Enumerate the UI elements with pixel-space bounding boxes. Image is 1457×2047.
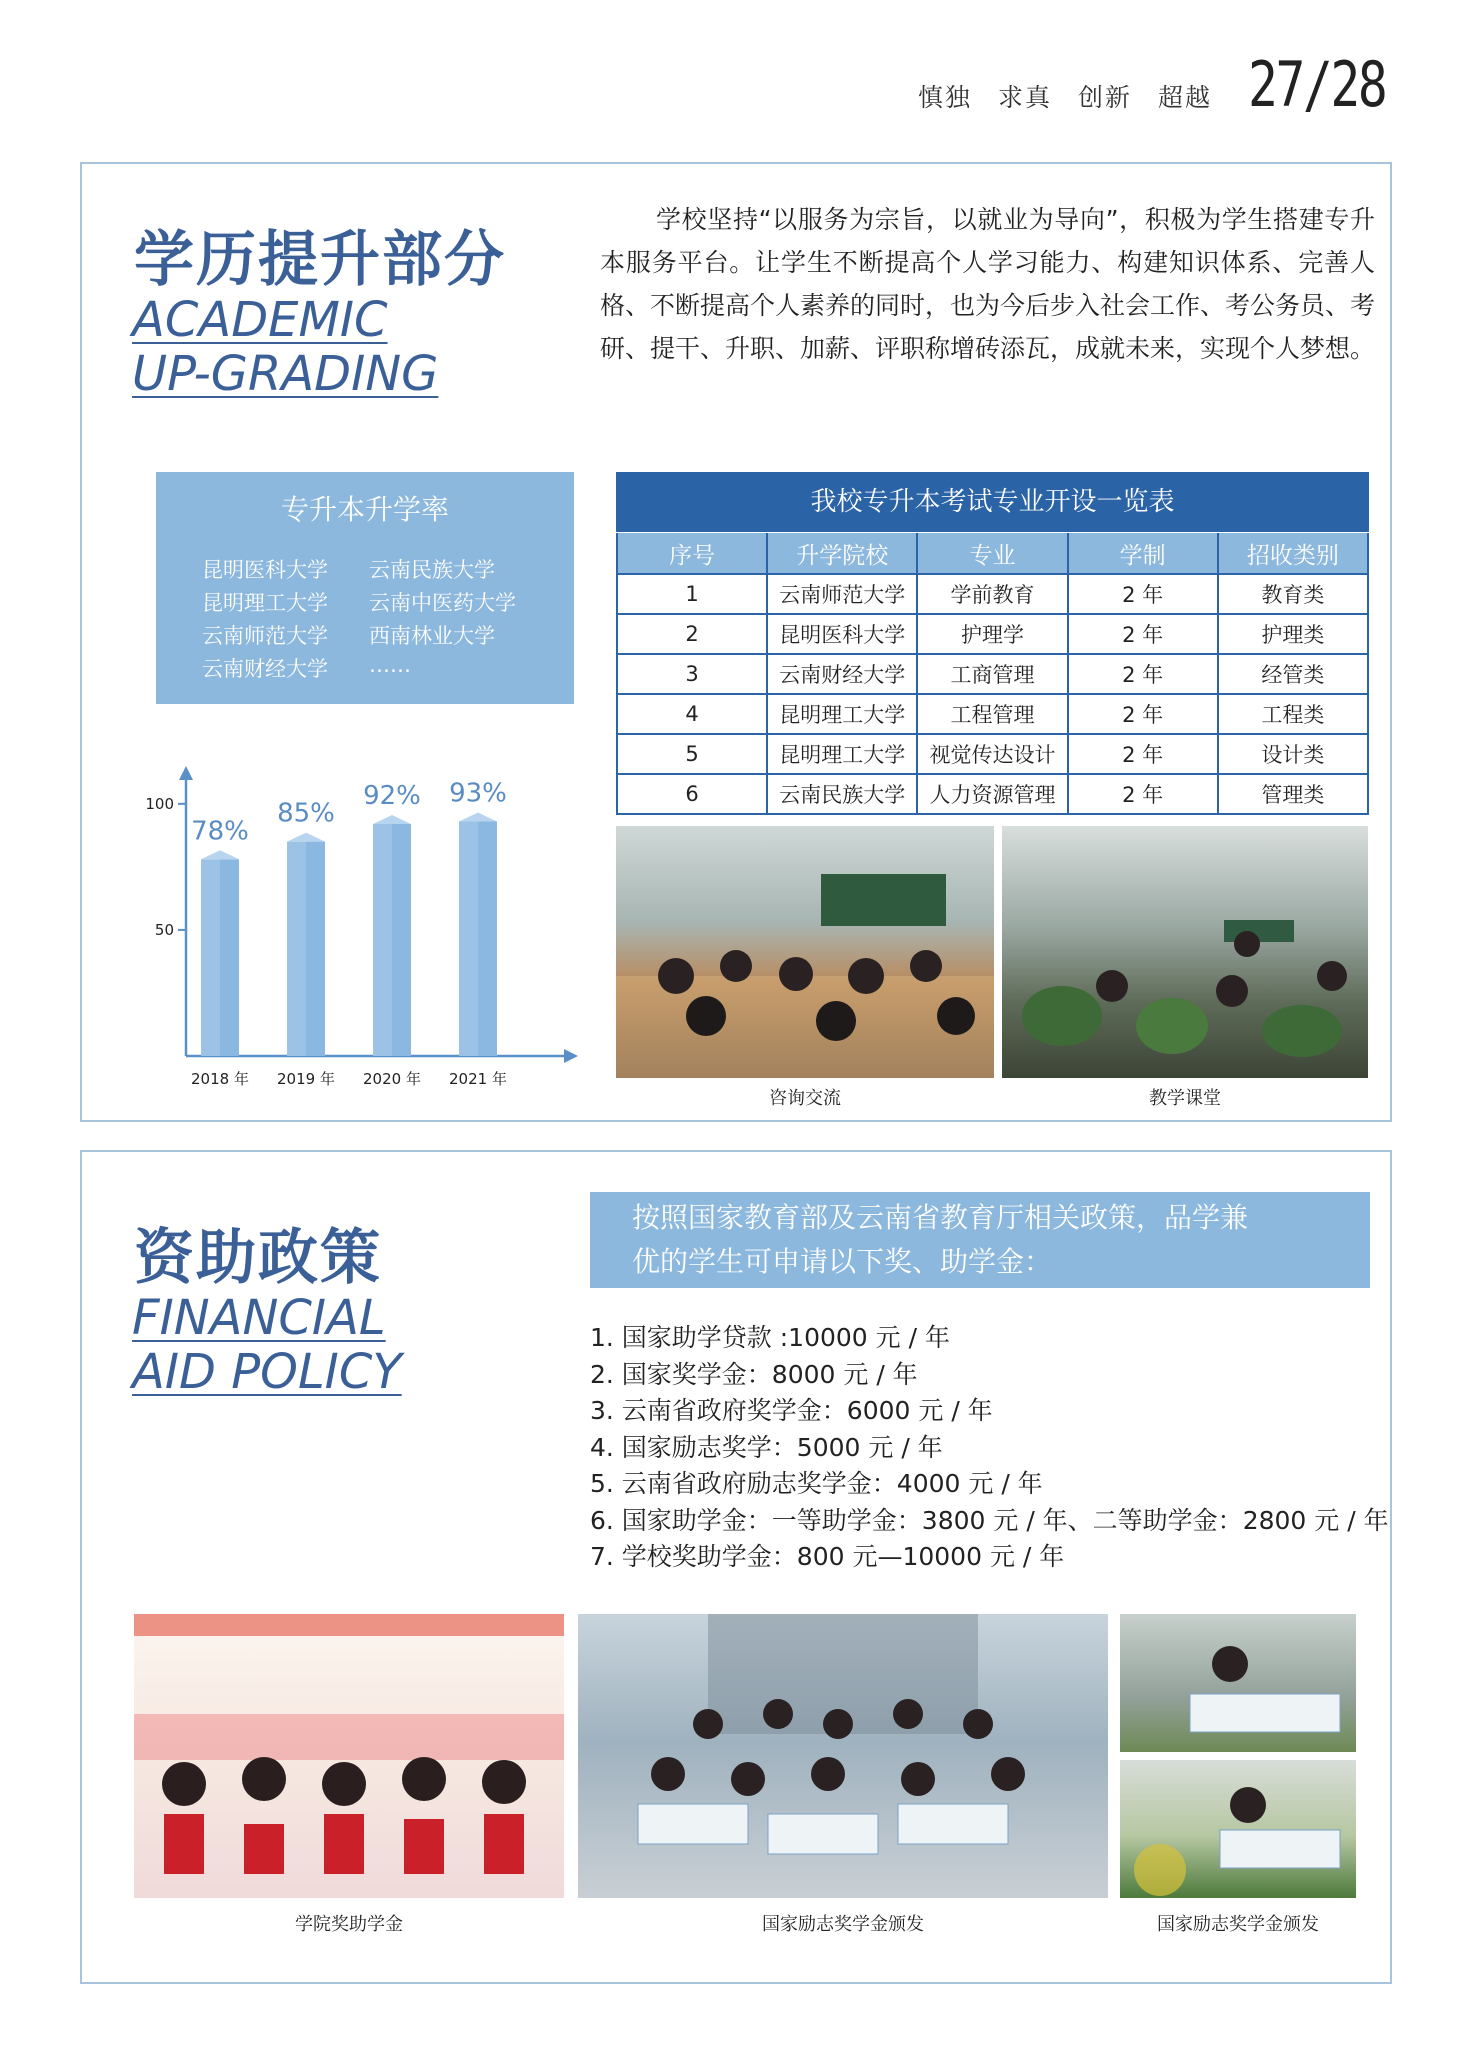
section-title-en-2: AID POLICY: [132, 1344, 402, 1400]
section-title-en-1: ACADEMIC: [132, 292, 388, 348]
table-cell: 护理类: [1218, 614, 1368, 654]
promotion-rate-chart: [138, 756, 588, 1096]
list-item: 4. 国家励志奖学：5000 元 / 年: [590, 1432, 943, 1462]
table-cell: 6: [617, 774, 767, 814]
motto-word: 慎独: [918, 83, 973, 112]
photo-caption: 教学课堂: [1149, 1088, 1221, 1109]
photo-caption: 国家励志奖学金颁发: [1157, 1914, 1319, 1935]
college-scholarship-photo: [134, 1614, 564, 1898]
column-header: 招收类别: [1218, 533, 1368, 574]
table-row: [617, 694, 1368, 734]
table-cell: 人力资源管理: [917, 774, 1067, 814]
university-name: 云南师范大学: [202, 624, 328, 648]
table-cell: 1: [617, 574, 767, 614]
table-cell: 2 年: [1068, 734, 1218, 774]
photo-caption: 国家励志奖学金颁发: [762, 1914, 924, 1935]
university-name: 昆明医科大学: [202, 558, 328, 582]
bar-data-label: 92%: [363, 781, 421, 811]
table-row: [617, 774, 1368, 814]
x-tick-label: 2018 年: [191, 1070, 249, 1088]
national-scholarship-group-photo: [578, 1614, 1108, 1898]
section-title-en-1: FINANCIAL: [132, 1290, 386, 1346]
university-name: 云南财经大学: [202, 657, 328, 681]
bar-cap: [459, 812, 497, 821]
bar-cap: [373, 815, 411, 824]
majors-table-title: 我校专升本考试专业开设一览表: [616, 472, 1369, 532]
list-item: 3. 云南省政府奖学金：6000 元 / 年: [590, 1396, 993, 1425]
bar-cap: [287, 833, 325, 842]
banner-line: 按照国家教育部及云南省教育厅相关政策，品学兼: [632, 1201, 1249, 1234]
bar-data-label: 78%: [191, 816, 249, 847]
bar-shade: [392, 824, 411, 1056]
university-name: 西南林业大学: [369, 624, 495, 648]
y-axis-arrow-icon: [179, 766, 193, 780]
national-scholarship-photo-top: [1120, 1614, 1356, 1752]
rate-box-title: 专升本升学率: [280, 493, 449, 526]
table-cell: 教育类: [1218, 574, 1368, 614]
page-number: 27/28: [1248, 48, 1386, 121]
column-header: 序号: [617, 533, 767, 574]
school-motto: [918, 78, 1238, 114]
table-cell: 昆明理工大学: [767, 734, 917, 774]
table-cell: 2 年: [1068, 614, 1218, 654]
motto-word: 创新: [1078, 83, 1133, 112]
y-tick-label: 100: [145, 794, 174, 813]
x-tick-label: 2019 年: [277, 1070, 335, 1088]
majors-table: [616, 533, 1369, 815]
table-cell: 经管类: [1218, 654, 1368, 694]
table-cell: 工程管理: [917, 694, 1067, 734]
table-cell: 护理学: [917, 614, 1067, 654]
aid-list: [590, 1320, 1389, 1576]
list-item: 7. 学校奖助学金：800 元—10000 元 / 年: [590, 1542, 1065, 1571]
table-cell: 工程类: [1218, 694, 1368, 734]
banner-line: 优的学生可申请以下奖、助学金：: [632, 1245, 1053, 1278]
section-title-cn: 学历提升部分: [134, 225, 506, 295]
list-item: 1. 国家助学贷款 :10000 元 / 年: [590, 1323, 950, 1352]
bar-data-label: 93%: [449, 778, 507, 809]
table-cell: 2 年: [1068, 574, 1218, 614]
consultation-photo: [616, 826, 994, 1078]
bar-shade: [220, 859, 239, 1056]
university-name: 昆明理工大学: [202, 591, 328, 615]
bar-data-label: 85%: [277, 798, 335, 829]
x-tick-label: 2021 年: [449, 1070, 507, 1088]
y-tick-label: 50: [154, 920, 174, 939]
university-name: 云南民族大学: [369, 558, 495, 582]
table-cell: 3: [617, 654, 767, 694]
table-row: [617, 734, 1368, 774]
intro-paragraph: 学校坚持“以服务为宗旨，以就业为导向”，积极为学生搭建专升本服务平台。让学生不断提高个人学习能力、构建知识体系、完善人格、不断提高个人素养的同时，也为今后步入社会工作、考公务员、考研、提干、升职、加薪、评职称增砖添瓦，成就未来，实现个人梦想。: [600, 205, 1376, 363]
column-header: 专业: [917, 533, 1067, 574]
table-cell: 学前教育: [917, 574, 1067, 614]
x-axis-arrow-icon: [564, 1049, 578, 1063]
university-name: 云南中医药大学: [369, 591, 516, 615]
bar-shade: [306, 842, 325, 1056]
national-scholarship-photo-bottom: [1120, 1760, 1356, 1898]
table-cell: 4: [617, 694, 767, 734]
table-cell: 2 年: [1068, 774, 1218, 814]
table-cell: 昆明医科大学: [767, 614, 917, 654]
table-cell: 2: [617, 614, 767, 654]
motto-word: 求真: [998, 83, 1053, 112]
table-cell: 云南师范大学: [767, 574, 917, 614]
university-name: ……: [369, 653, 411, 677]
column-header: 学制: [1068, 533, 1218, 574]
column-header: 升学院校: [767, 533, 917, 574]
table-cell: 工商管理: [917, 654, 1067, 694]
section-title-cn: 资助政策: [134, 1223, 382, 1293]
classroom-photo: [1002, 826, 1368, 1078]
bar-shade: [478, 821, 497, 1056]
list-item: 2. 国家奖学金：8000 元 / 年: [590, 1359, 918, 1389]
table-row: [617, 574, 1368, 614]
table-cell: 管理类: [1218, 774, 1368, 814]
aid-banner: [590, 1192, 1370, 1288]
x-tick-label: 2020 年: [363, 1070, 421, 1088]
list-item: 6. 国家助学金：一等助学金：3800 元 / 年、二等助学金：2800 元 / 年: [590, 1505, 1389, 1535]
motto-word: 超越: [1158, 83, 1213, 112]
table-row: [617, 614, 1368, 654]
table-cell: 云南民族大学: [767, 774, 917, 814]
bar-cap: [201, 850, 239, 859]
list-item: 5. 云南省政府励志奖学金：4000 元 / 年: [590, 1469, 1043, 1498]
table-row: [617, 654, 1368, 694]
photo-caption: 学院奖助学金: [295, 1914, 403, 1935]
table-cell: 昆明理工大学: [767, 694, 917, 734]
photo-caption: 咨询交流: [769, 1088, 841, 1109]
table-cell: 视觉传达设计: [917, 734, 1067, 774]
table-cell: 设计类: [1218, 734, 1368, 774]
table-cell: 5: [617, 734, 767, 774]
table-header-row: [617, 533, 1368, 574]
promotion-rate-box: [156, 472, 574, 704]
table-cell: 2 年: [1068, 694, 1218, 734]
section-title-en-2: UP-GRADING: [132, 346, 439, 402]
table-cell: 2 年: [1068, 654, 1218, 694]
table-cell: 云南财经大学: [767, 654, 917, 694]
